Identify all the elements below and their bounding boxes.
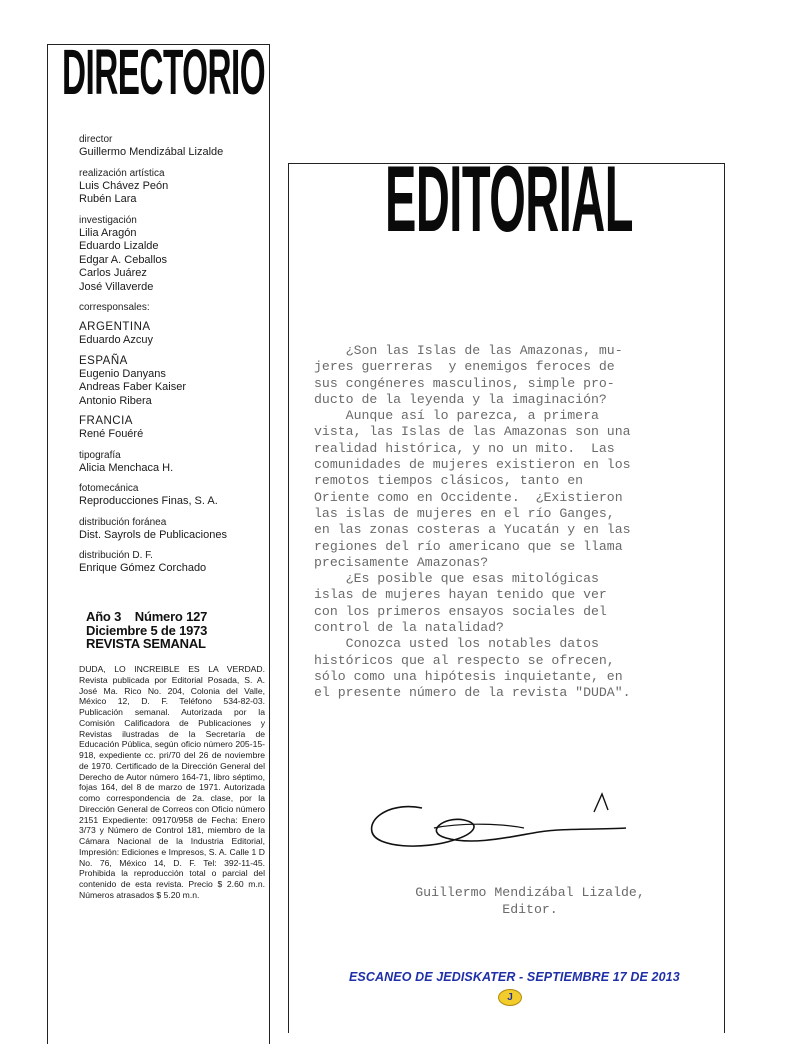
staff-name: Rubén Lara xyxy=(79,193,137,205)
editorial-line: islas de mujeres hayan tenido que ver xyxy=(314,587,607,603)
editorial-line: regiones del río americano que se llama xyxy=(314,538,623,554)
staff-name: Lilia Aragón xyxy=(79,226,137,239)
signature-title: Editor. xyxy=(502,902,558,917)
handwritten-signature xyxy=(364,788,644,858)
staff-name: Carlos Juárez xyxy=(79,267,147,279)
staff-role: fotomecánica xyxy=(79,483,139,494)
correspondent-country: ESPAÑA xyxy=(79,354,128,367)
issue-date: Diciembre 5 de 1973 xyxy=(86,622,208,638)
issue-frequency: REVISTA SEMANAL xyxy=(86,636,206,651)
correspondent-country: FRANCIA xyxy=(79,415,133,427)
staff-name: Dist. Sayrols de Publicaciones xyxy=(79,528,227,541)
staff-name: Reproducciones Finas, S. A. xyxy=(79,495,218,507)
correspondent-name: Eduardo Azcuy xyxy=(79,334,153,346)
signature-name: Guillermo Mendizábal Lizalde, xyxy=(415,885,645,900)
editorial-line: sus congéneres masculinos, simple pro- xyxy=(314,375,615,391)
editorial-line: comunidades de mujeres existieron en los xyxy=(314,457,631,473)
editorial-line: el presente número de la revista "DUDA". xyxy=(314,685,631,701)
staff-role: director xyxy=(79,134,113,145)
editorial-line: ducto de la leyenda y la imaginación? xyxy=(314,391,607,407)
correspondent-country: ARGENTINA xyxy=(79,321,151,333)
editorial-line: con los primeros ensayos sociales del xyxy=(314,603,607,619)
editorial-line: precisamente Amazonas? xyxy=(314,554,489,570)
editorial-line: vista, las Islas de las Amazonas son una xyxy=(314,424,631,440)
correspondent-name: Antonio Ribera xyxy=(79,394,152,407)
editorial-title: EDITORIAL xyxy=(385,146,633,251)
editorial-line: sólo como una hipótesis inquietante, en xyxy=(314,668,623,684)
staff-name: Enrique Gómez Corchado xyxy=(79,562,207,574)
staff-list xyxy=(79,133,259,576)
staff-name: Guillermo Mendizábal Lizalde xyxy=(79,146,224,158)
legal-notice: DUDA, LO INCREIBLE ES LA VERDAD. Revista publicada por Editorial Posada, S. A. José Ma. Rico No. 204, Colonia del Valle, México 12, D. F. Teléfono 534-82-03. Publicación semanal. Autorizada por la Comisión Calificadora de Publicaciones y Revistas ilustradas de la Secretaría de Educación Pública, según oficio número 205-15-918, expediente cc. pri/70 del 26 de noviembre de 1970. Certificado de la Dirección General del Derecho de Autor número 164-71, libro séptimo, fojas 164, del 8 de marzo de 1971. Autorizada como correspondencia de 2a. clase, por la Dirección General de Correos con Oficio número 2151 Expediente: 09170/958 de Fecha: Enero 3/73 y Número de Control 181, miembro de la Cámara Nacional de la Industria Editorial, Impresión: Ediciones e Impresos, S. A. Calle 1 D No. 76, México 14, D. F. Tel: 392-11-45. Prohibida la reproducción total o parcial del contenido de esta revista. Precio $ 2.60 m.n. Números atrasados $ 5.20 m.n. xyxy=(79,664,265,900)
editorial-line: históricos que al respecto se ofrecen, xyxy=(314,652,615,668)
editorial-line: remotos tiempos clásicos, tanto en xyxy=(314,473,584,489)
correspondent-name: Eugenio Danyans xyxy=(79,367,166,380)
scan-credit: ESCANEO DE JEDISKATER - SEPTIEMBRE 17 DE 2013 xyxy=(349,970,680,984)
signature-block xyxy=(380,884,680,918)
staff-role: distribución foránea xyxy=(79,516,167,528)
staff-role: corresponsales: xyxy=(79,302,150,313)
correspondent-name: René Fouéré xyxy=(79,428,144,440)
editorial-line: Conozca usted los notables datos xyxy=(314,636,599,652)
staff-role: realización artística xyxy=(79,167,165,179)
staff-name: José Villaverde xyxy=(79,280,154,293)
staff-role: tipografía xyxy=(79,449,121,461)
editorial-line: jeres guerreras y enemigos feroces de xyxy=(314,359,615,375)
editorial-line: las islas de mujeres en el río Ganges, xyxy=(314,505,615,521)
staff-role: investigación xyxy=(79,214,137,226)
editorial-body xyxy=(314,343,700,702)
staff-name: Alicia Menchaca H. xyxy=(79,461,174,474)
correspondent-name: Andreas Faber Kaiser xyxy=(79,381,186,393)
directorio-title: DIRECTORIO xyxy=(62,36,266,108)
editorial-line: ¿Es posible que esas mitológicas xyxy=(314,571,599,587)
editorial-line: Aunque así lo parezca, a primera xyxy=(314,408,599,424)
staff-role: distribución D. F. xyxy=(79,550,153,561)
editorial-line: realidad histórica, y no un mito. Las xyxy=(314,440,615,456)
scan-logo-icon: J xyxy=(498,989,522,1006)
editorial-line: control de la natalidad? xyxy=(314,620,504,636)
issue-number: Año 3 Número 127 xyxy=(86,609,208,624)
editorial-line: en las zonas costeras a Yucatán y en las xyxy=(314,522,631,538)
staff-name: Eduardo Lizalde xyxy=(79,240,159,252)
staff-name: Edgar A. Ceballos xyxy=(79,253,168,266)
editorial-line: Oriente como en Occidente. ¿Existieron xyxy=(314,489,623,505)
staff-name: Luis Chávez Peón xyxy=(79,179,169,192)
editorial-line: ¿Son las Islas de las Amazonas, mu- xyxy=(314,343,623,358)
issue-info xyxy=(86,610,266,651)
